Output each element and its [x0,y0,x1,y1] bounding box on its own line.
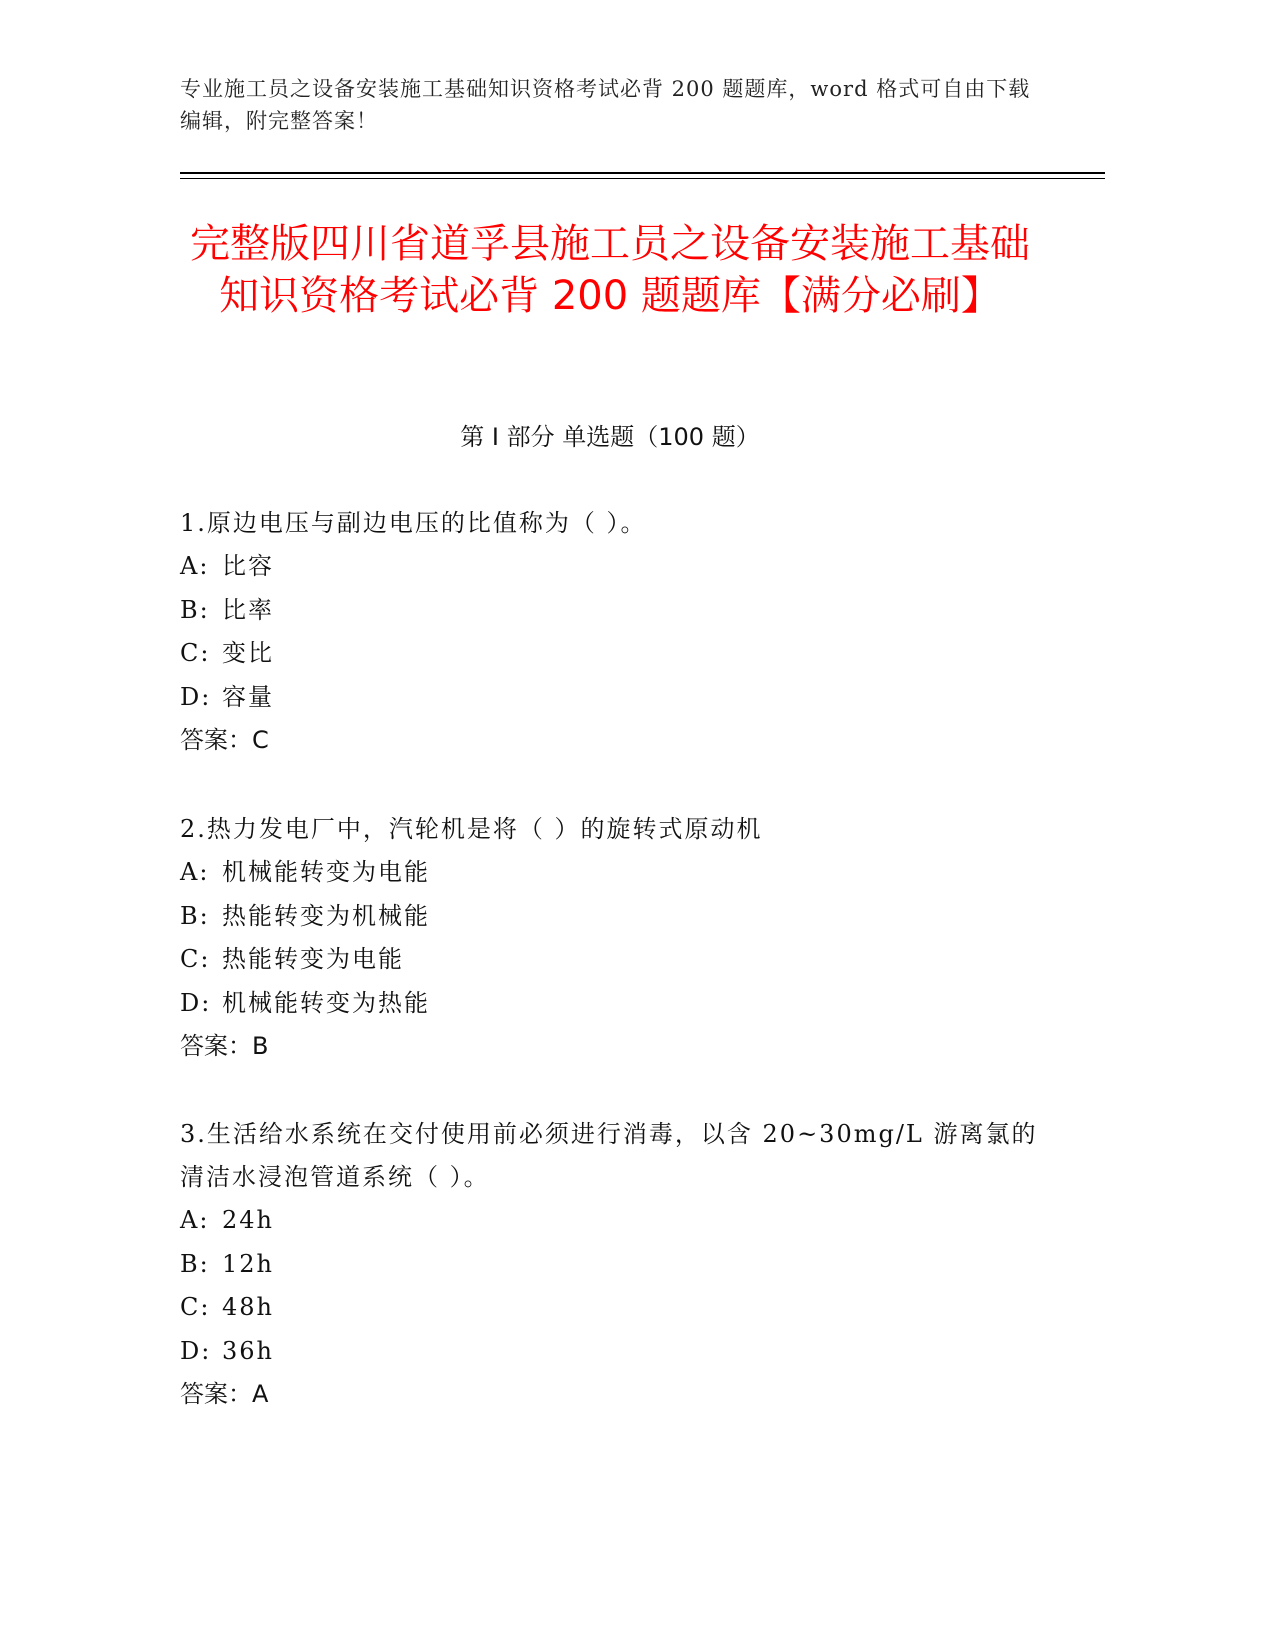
answer-line: 答案：C [180,726,269,754]
document-title: 完整版四川省道孚县施工员之设备安装施工基础知识资格考试必背 200 题题库【满分必刷】 [190,221,1030,319]
question-stem: 1.原边电压与副边电压的比值称为（ ）。 [180,509,647,537]
question-stem: 2.热力发电厂中，汽轮机是将（ ）的旋转式原动机 [180,815,763,843]
option-a [180,545,1040,589]
option-key: C: [180,1293,211,1321]
option-text: 比容 [222,552,274,580]
header-divider-thick [180,172,1105,174]
option-d [180,982,1040,1026]
option-text: 12h [222,1249,274,1278]
option-key: A: [180,552,210,580]
option-key: B: [180,901,210,930]
header-note: 专业施工员之设备安装施工基础知识资格考试必背 200 题题库，word 格式可自由下载编辑，附完整答案！ [180,77,1031,133]
answer-line: 答案：A [180,1380,269,1408]
question-3 [180,1113,1040,1417]
option-a [180,1199,1040,1243]
option-text: 热能转变为电能 [222,945,404,973]
answer-line: 答案：B [180,1032,269,1060]
option-text: 比率 [222,595,274,624]
option-key: A: [180,858,210,886]
option-key: D: [180,988,212,1017]
option-text: 36h [222,1336,274,1365]
header-divider-thin [180,178,1105,179]
option-key: B: [180,595,210,624]
option-text: 24h [222,1206,274,1234]
option-text: 48h [222,1293,274,1321]
option-key: B: [180,1249,210,1278]
option-d [180,676,1040,720]
option-c [180,1286,1040,1330]
option-b [180,895,1040,939]
option-text: 容量 [222,682,274,711]
option-key: C: [180,945,211,973]
option-b [180,1243,1040,1287]
option-text: 机械能转变为电能 [222,858,430,886]
option-c [180,632,1040,676]
option-key: C: [180,639,211,667]
option-d [180,1330,1040,1374]
option-key: D: [180,682,212,711]
question-1 [180,502,1040,763]
option-text: 变比 [222,639,274,667]
option-text: 热能转变为机械能 [222,901,430,930]
option-key: D: [180,1336,212,1365]
option-text: 机械能转变为热能 [222,988,430,1017]
option-key: A: [180,1206,210,1234]
option-a [180,851,1040,895]
option-b [180,589,1040,633]
question-stem: 3.生活给水系统在交付使用前必须进行消毒，以含 20~30mg/L 游离氯的清洁水浸泡管道系统（ ）。 [180,1120,1038,1191]
option-c [180,938,1040,982]
question-2 [180,808,1040,1069]
section-heading: 第 I 部分 单选题（100 题） [460,423,760,451]
